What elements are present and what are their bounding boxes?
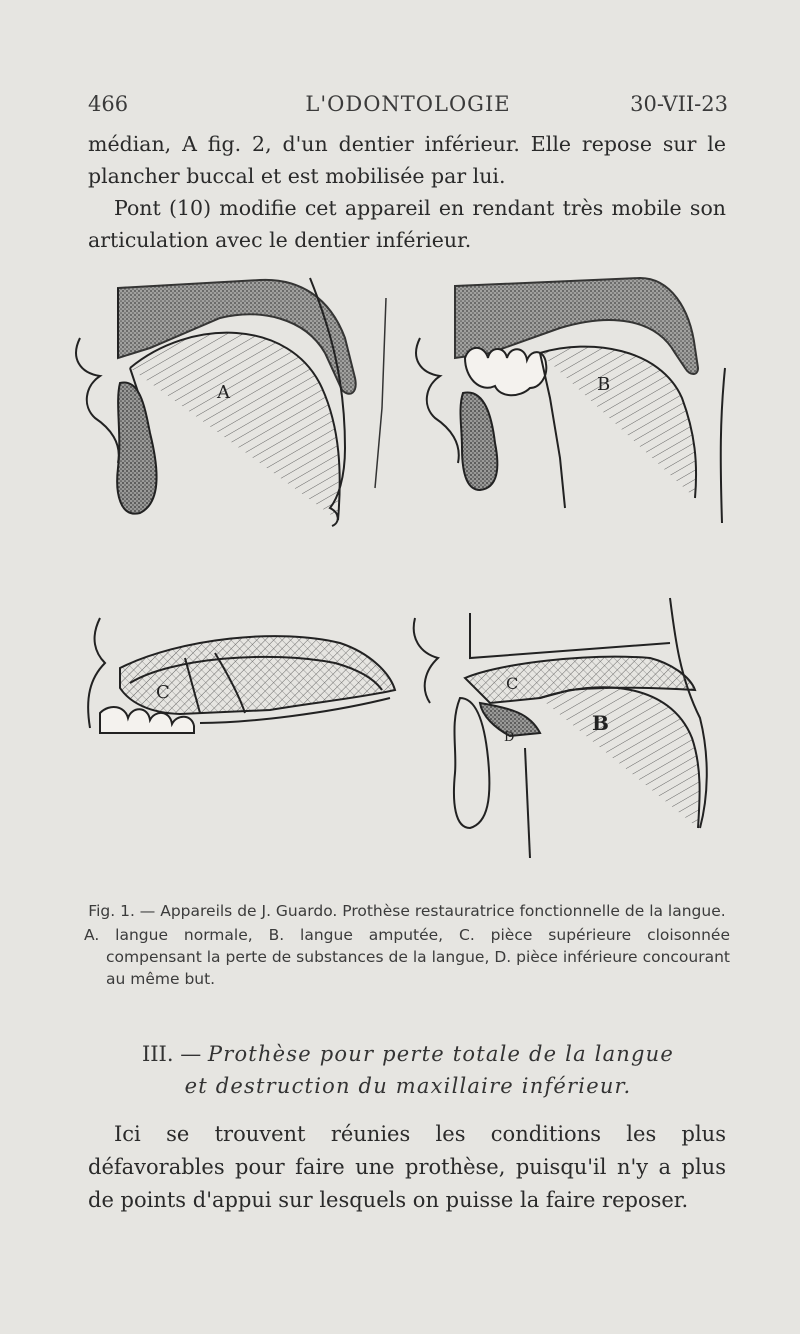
paragraph-2: Pont (10) modifie cet appareil en rendant très mobile son articulation avec le dentier inférieur. bbox=[88, 196, 726, 252]
label-b-top: B bbox=[597, 374, 611, 395]
label-c-left: C bbox=[156, 682, 170, 703]
panel-d bbox=[414, 598, 707, 858]
panel-c bbox=[88, 618, 395, 733]
panel-a bbox=[76, 278, 356, 526]
journal-title: L'ODONTOLOGIE bbox=[305, 92, 511, 116]
page-number: 466 bbox=[88, 92, 129, 116]
section-title-line-2: et destruction du maxillaire inférieur. bbox=[184, 1074, 632, 1098]
label-b-bottom: B bbox=[592, 711, 609, 735]
caption-title: Fig. 1. — Appareils de J. Guardo. Prothèse restauratrice fonctionnelle de la langue. bbox=[88, 902, 726, 920]
issue-date: 30-VII-23 bbox=[630, 92, 728, 116]
caption-legend: A. langue normale, B. langue amputée, C. pièce supérieure cloisonnée compensant la perte de substances de la langue, D. pièce inférieure concourant au même but. bbox=[84, 926, 730, 988]
section-heading bbox=[88, 1038, 728, 1102]
running-header bbox=[88, 92, 728, 122]
label-d: D bbox=[504, 730, 515, 745]
figure-1 bbox=[70, 258, 734, 898]
section-number: III. — bbox=[141, 1042, 202, 1066]
section-title-line-1: Prothèse pour perte totale de la langue bbox=[207, 1042, 675, 1066]
panel-b bbox=[416, 278, 725, 523]
figure-illustration bbox=[70, 258, 734, 898]
paragraph-1: médian, A fig. 2, d'un dentier inférieur. Elle repose sur le plancher buccal et est mobilisée par lui. bbox=[88, 132, 726, 188]
label-c-right: C bbox=[506, 674, 519, 693]
body-paragraph: Ici se trouvent réunies les conditions les plus défavorables pour faire une prothèse, puisqu'il n'y a plus de points d'appui sur lesquels on puisse la faire reposer. bbox=[88, 1122, 726, 1212]
label-a: A bbox=[217, 382, 230, 403]
figure-caption bbox=[84, 900, 730, 990]
